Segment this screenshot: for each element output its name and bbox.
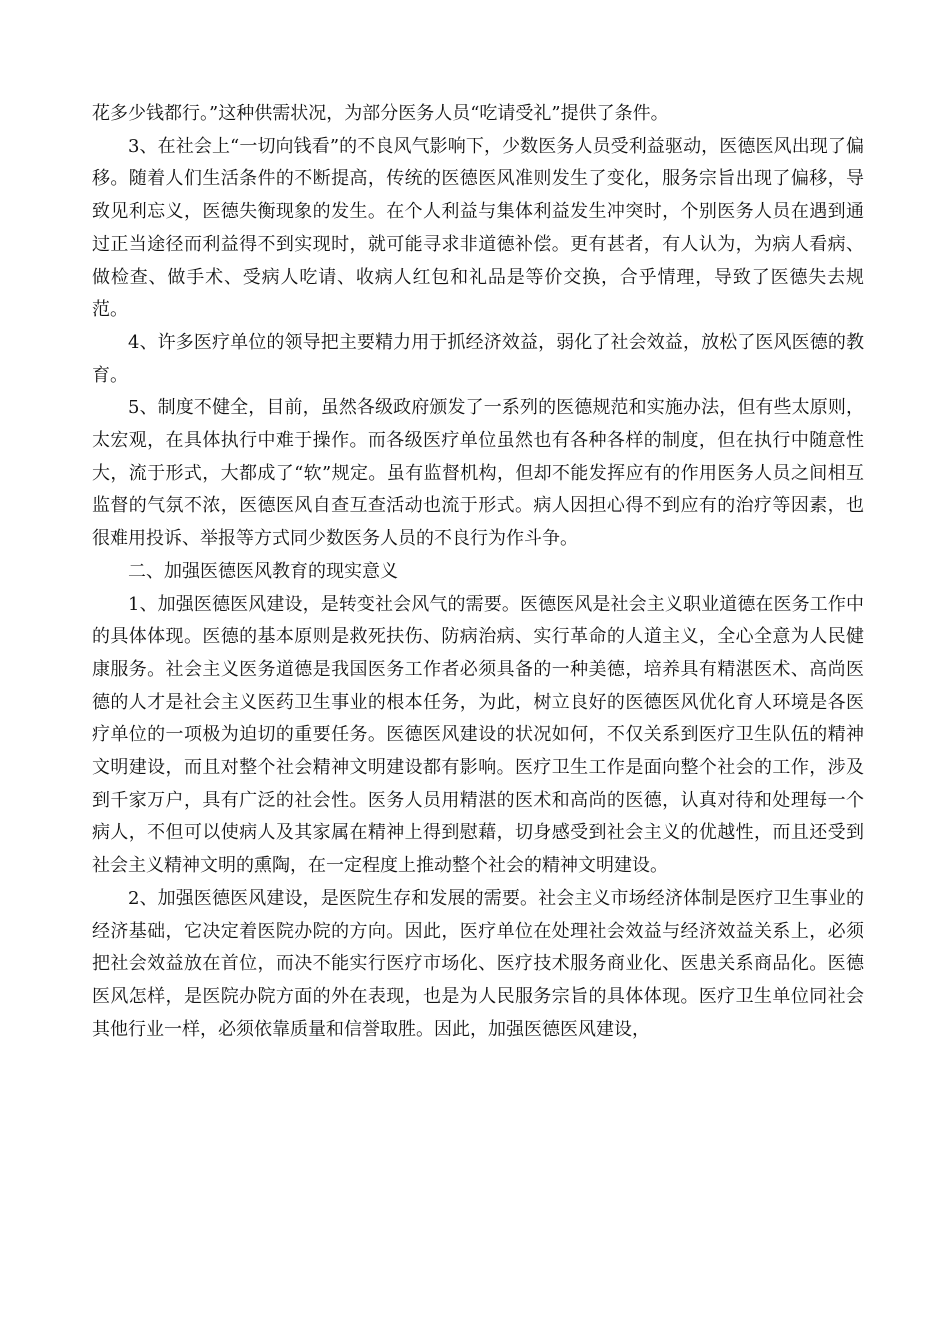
paragraph-point-4: 4、许多医疗单位的领导把主要精力用于抓经济效益，弱化了社会效益，放松了医风医德的教育。 <box>92 331 864 386</box>
document-page <box>92 98 864 1046</box>
paragraph-significance-2: 2、加强医德医风建设，是医院生存和发展的需要。社会主义市场经济体制是医疗卫生事业的经济基础，它决定着医院办院的方向。因此，医疗单位在处理社会效益与经济效益关系上，必须把社会效益放在首位，而决不能实行医疗市场化、医疗技术服务商业化、医患关系商品化。医德医风怎样，是医院办院方面的外在表现，也是为人民服务宗旨的具体体现。医疗卫生单位同社会其他行业一样，必须依靠质量和信誉取胜。因此，加强医德医风建设， <box>92 887 864 1040</box>
paragraph-continuation: 花多少钱都行。”这种供需状况，为部分医务人员“吃请受礼”提供了条件。 <box>92 103 669 124</box>
paragraph-point-3: 3、在社会上“一切向钱看”的不良风气影响下，少数医务人员受利益驱动，医德医风出现了偏移。随着人们生活条件的不断提高，传统的医德医风准则发生了变化，服务宗旨出现了偏移，导致见利忘义，医德失衡现象的发生。在个人利益与集体利益发生冲突时，个别医务人员在遇到通过正当途径而利益得不到实现时，就可能寻求非道德补偿。更有甚者，有人认为，为病人看病、做检查、做手术、受病人吃请、收病人红包和礼品是等价交换，合乎情理，导致了医德失去规范。 <box>92 135 864 321</box>
paragraph-point-5: 5、制度不健全，目前，虽然各级政府颁发了一系列的医德规范和实施办法，但有些太原则，太宏观，在具体执行中难于操作。而各级医疗单位虽然也有各种各样的制度，但在执行中随意性大，流于形式，大都成了“软”规定。虽有监督机构，但却不能发挥应有的作用医务人员之间相互监督的气氛不浓，医德医风自查互查活动也流于形式。病人因担心得不到应有的治疗等因素，也很难用投诉、举报等方式同少数医务人员的不良行为作斗争。 <box>92 397 864 550</box>
section-heading: 二、加强医德医风教育的现实意义 <box>128 560 398 582</box>
paragraph-significance-1: 1、加强医德医风建设，是转变社会风气的需要。医德医风是社会主义职业道德在医务工作中的具体体现。医德的基本原则是救死扶伤、防病治病、实行革命的人道主义，全心全意为人民健康服务。社会主义医务道德是我国医务工作者必须具备的一种美德，培养具有精湛医术、高尚医德的人才是社会主义医药卫生事业的根本任务，为此，树立良好的医德医风优化育人环境是各医疗单位的一项极为迫切的重要任务。医德医风建设的状况如何，不仅关系到医疗卫生队伍的精神文明建设，而且对整个社会精神文明建设都有影响。医疗卫生工作是面向整个社会的工作，涉及到千家万户，具有广泛的社会性。医务人员用精湛的医术和高尚的医德，认真对待和处理每一个病人，不但可以使病人及其家属在精神上得到慰藉，切身感受到社会主义的优越性，而且还受到社会主义精神文明的熏陶，在一定程度上推动整个社会的精神文明建设。 <box>92 593 864 877</box>
